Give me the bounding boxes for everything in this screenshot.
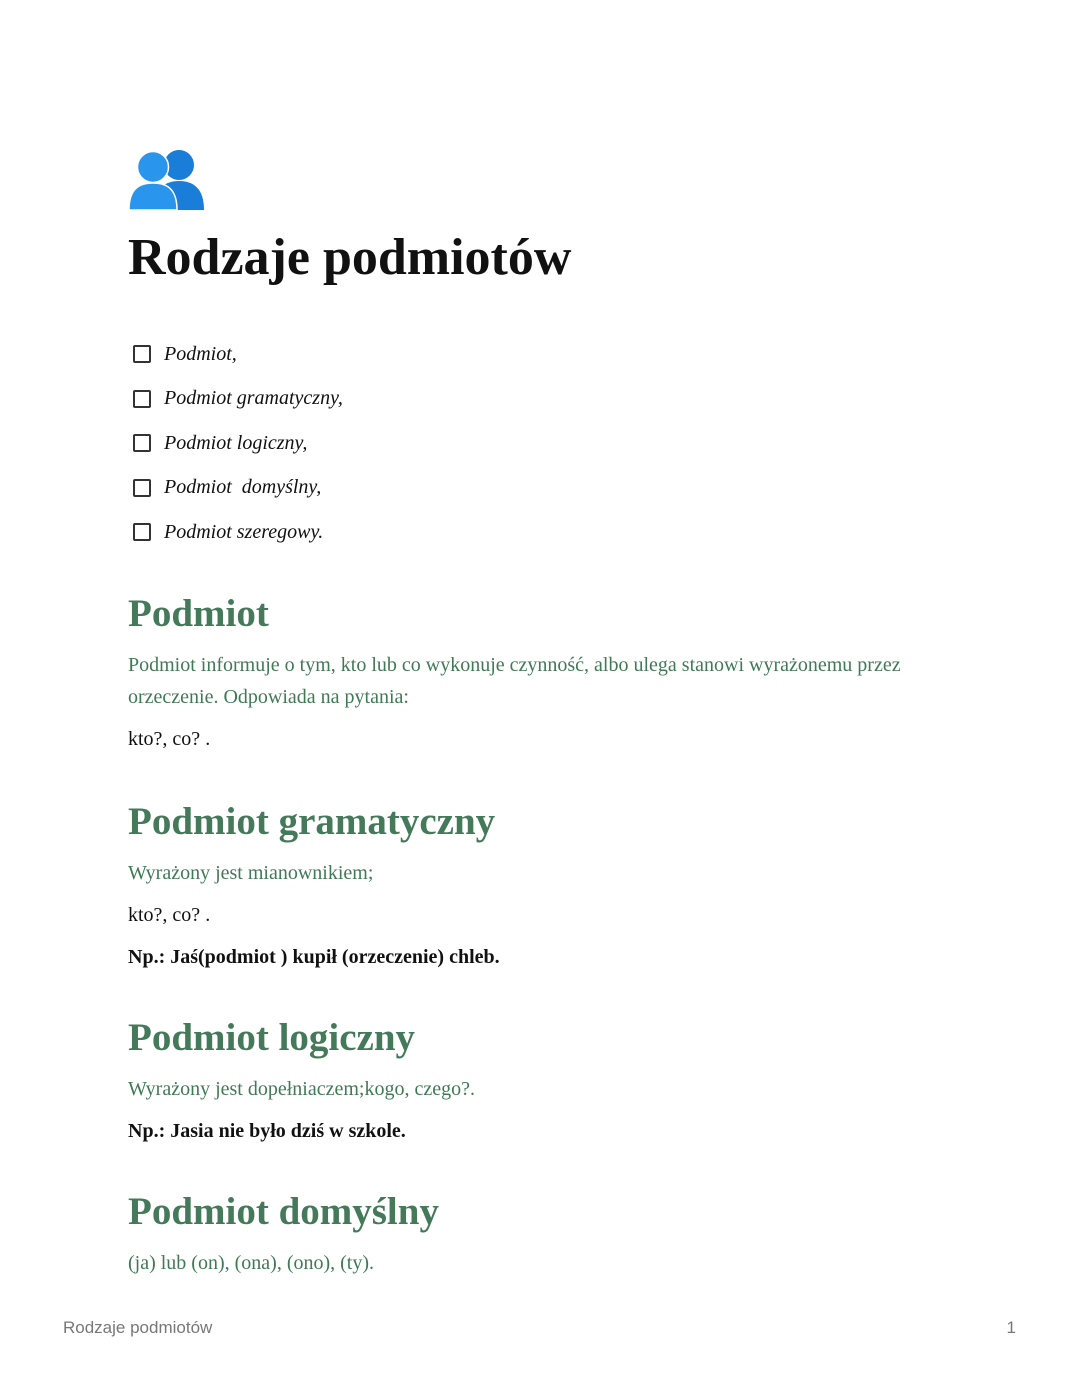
checkbox[interactable] [133,345,151,363]
checklist-item[interactable] [128,377,968,422]
section-heading-domyslny: Podmiot domyślny [128,1189,439,1233]
section-heading-logiczny: Podmiot logiczny [128,1015,416,1059]
footer-page-number: 1 [1006,1318,1016,1337]
checkbox[interactable] [133,523,151,541]
section-text-logiczny: Wyrażony jest dopełniaczem;kogo, czego?. [128,1077,475,1100]
checklist [128,332,968,555]
checklist-item[interactable] [128,510,968,555]
section-text-domyslny: (ja) lub (on), (ona), (ono), (ty). [128,1251,375,1274]
page-title: Rodzaje podmiotów [128,229,572,286]
section-heading-podmiot: Podmiot [128,591,269,635]
checklist-item-label: Podmiot logiczny, [164,431,308,454]
checklist-item[interactable] [128,332,968,377]
checklist-item[interactable] [128,421,968,466]
section-questions-podmiot: kto?, co? . [128,727,211,750]
busts-in-silhouette-icon [129,148,205,210]
section-heading-gramatyczny: Podmiot gramatyczny [128,799,496,843]
checklist-item-label: Podmiot domyślny, [164,476,322,499]
section-example-logiczny: Np.: Jasia nie było dziś w szkole. [128,1119,406,1142]
checkbox[interactable] [133,479,151,497]
checklist-item[interactable] [128,466,968,511]
checklist-item-label: Podmiot szeregowy. [164,520,324,543]
checklist-item-label: Podmiot, [164,342,237,365]
checkbox[interactable] [133,434,151,452]
section-questions-gramatyczny: kto?, co? . [128,903,211,926]
checklist-item-label: Podmiot gramatyczny, [164,387,343,410]
checkbox[interactable] [133,390,151,408]
footer-title: Rodzaje podmiotów [63,1318,213,1337]
section-text-gramatyczny: Wyrażony jest mianownikiem; [128,861,374,884]
section-text-podmiot: Podmiot informuje o tym, kto lub co wykonuje czynność, albo ulega stanowi wyrażonemu przez orzeczenie. Odpowiada na pytania: [128,653,901,708]
document-content [128,148,968,1279]
section-example-gramatyczny: Np.: Jaś(podmiot ) kupił (orzeczenie) chleb. [128,945,500,968]
